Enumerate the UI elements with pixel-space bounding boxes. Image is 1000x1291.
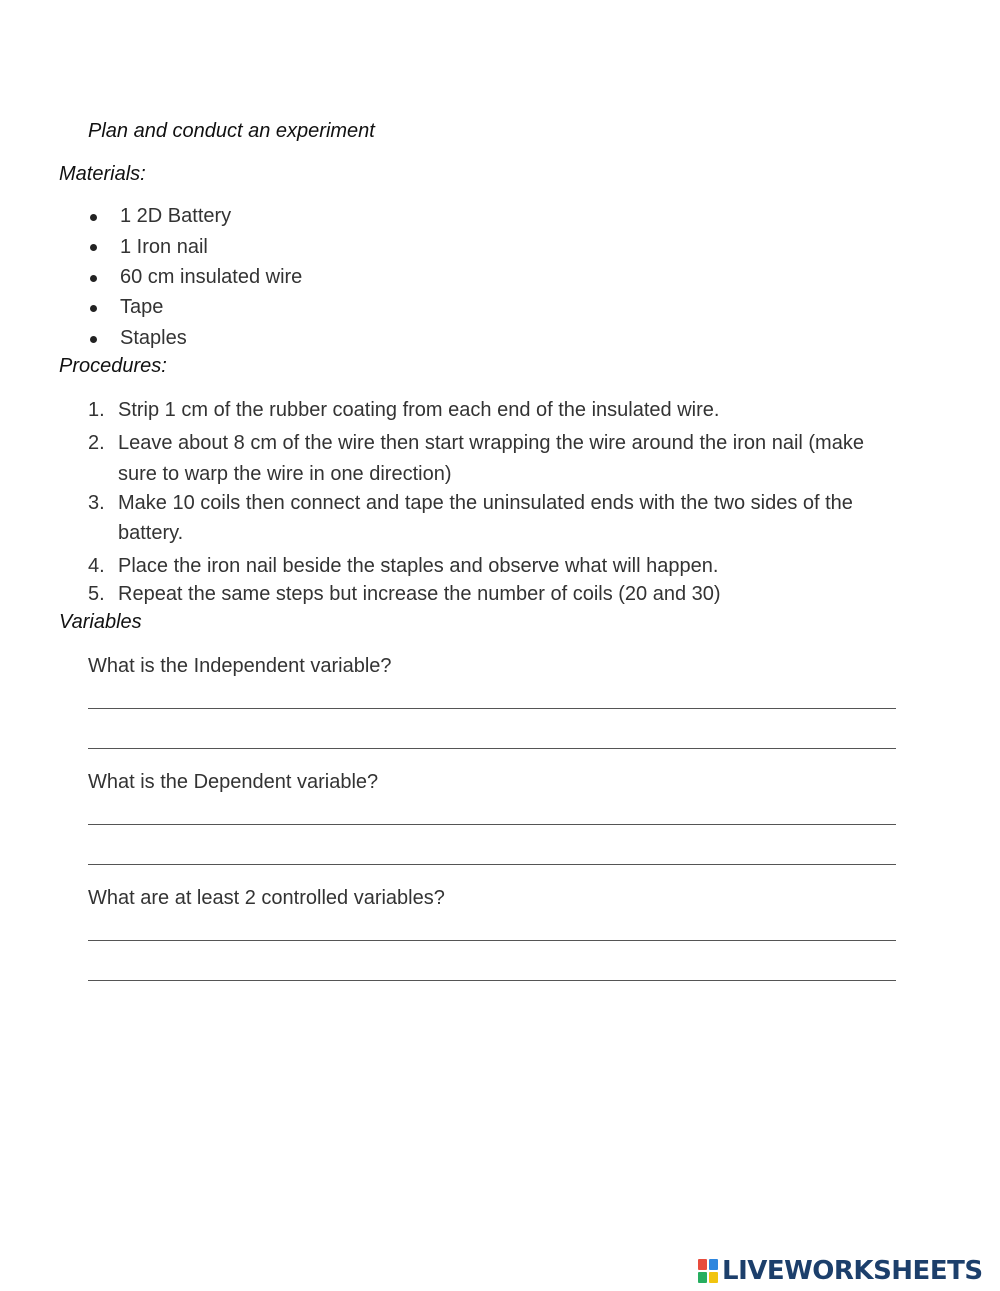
material-item: Tape bbox=[120, 296, 164, 318]
bullet-icon bbox=[90, 214, 97, 221]
bullet-icon bbox=[90, 336, 97, 343]
step-number: 2. bbox=[88, 432, 105, 454]
liveworksheets-logo bbox=[697, 1256, 983, 1286]
step-text: Leave about 8 cm of the wire then start wrapping the wire around the iron nail (make bbox=[118, 432, 864, 454]
material-item: 1 Iron nail bbox=[120, 236, 208, 258]
material-item: Staples bbox=[120, 327, 187, 349]
step-number: 4. bbox=[88, 555, 105, 577]
step-text: Repeat the same steps but increase the number of coils (20 and 30) bbox=[118, 583, 721, 605]
controlled-answer-line-1[interactable] bbox=[88, 940, 896, 941]
step-text: Strip 1 cm of the rubber coating from each end of the insulated wire. bbox=[118, 399, 720, 421]
step-number: 5. bbox=[88, 583, 105, 605]
step-text: Place the iron nail beside the staples and observe what will happen. bbox=[118, 555, 719, 577]
independent-answer-line-1[interactable] bbox=[88, 708, 896, 709]
material-item: 1 2D Battery bbox=[120, 205, 232, 227]
liveworksheets-logo-text: LIVEWORKSHEETS bbox=[722, 1256, 983, 1286]
controlled-answer-line-2[interactable] bbox=[88, 980, 896, 981]
dependent-answer-line-1[interactable] bbox=[88, 824, 896, 825]
step-text: Make 10 coils then connect and tape the uninsulated ends with the two sides of the bbox=[118, 492, 853, 514]
controlled-variables-question: What are at least 2 controlled variables? bbox=[88, 887, 445, 909]
independent-answer-line-2[interactable] bbox=[88, 748, 896, 749]
material-item: 60 cm insulated wire bbox=[120, 266, 303, 288]
step-number: 1. bbox=[88, 399, 105, 421]
liveworksheets-logo-icon bbox=[697, 1258, 719, 1284]
bullet-icon bbox=[90, 275, 97, 282]
experiment-title: Plan and conduct an experiment bbox=[88, 120, 375, 142]
step-number: 3. bbox=[88, 492, 105, 514]
bullet-icon bbox=[90, 305, 97, 312]
dependent-answer-line-2[interactable] bbox=[88, 864, 896, 865]
dependent-variable-question: What is the Dependent variable? bbox=[88, 771, 379, 793]
materials-heading: Materials: bbox=[59, 163, 146, 185]
independent-variable-question: What is the Independent variable? bbox=[88, 655, 392, 677]
bullet-icon bbox=[90, 244, 97, 251]
variables-heading: Variables bbox=[59, 611, 142, 633]
procedures-heading: Procedures: bbox=[59, 355, 167, 377]
step-text: sure to warp the wire in one direction) bbox=[118, 463, 452, 485]
step-text: battery. bbox=[118, 522, 184, 544]
